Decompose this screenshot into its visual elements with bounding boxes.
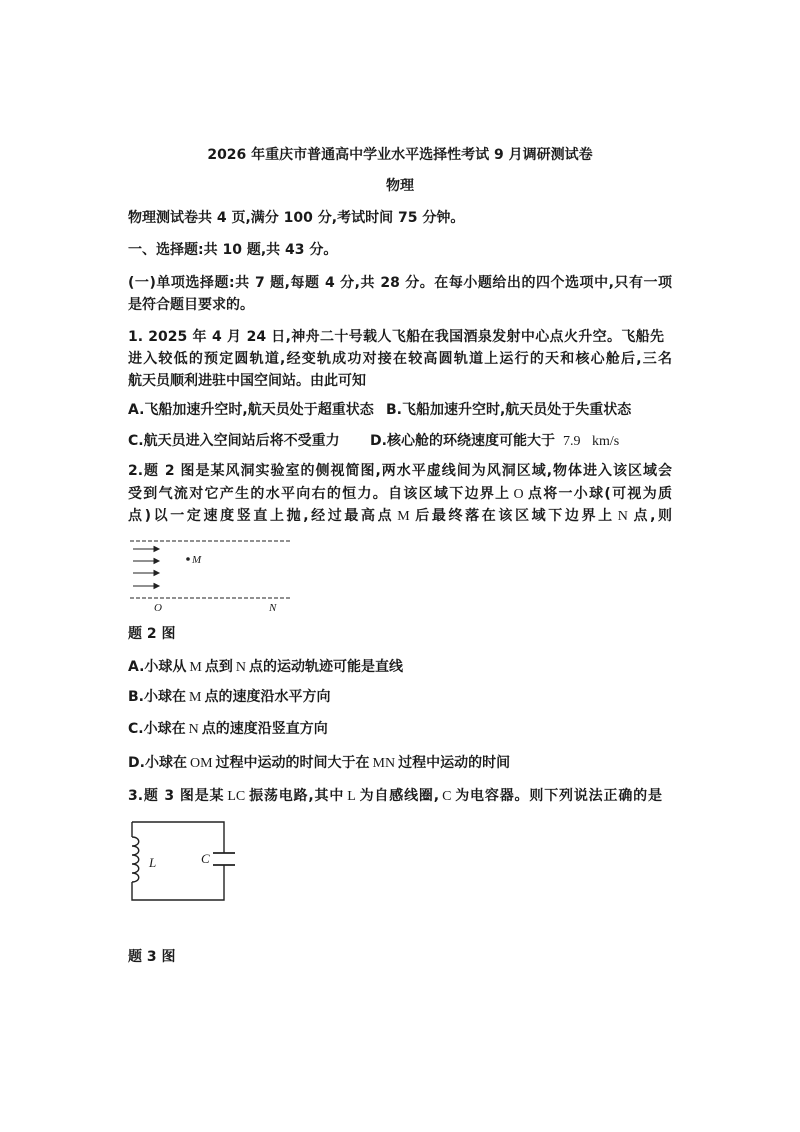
q2-option-d — [128, 753, 510, 774]
option-text: 点到 — [204, 659, 233, 675]
q1-option-a: A.飞船加速升空时,航天员处于超重状态 — [128, 402, 374, 418]
option-text: C.小球在 — [128, 721, 186, 737]
option-var: M — [189, 690, 202, 705]
option-text: 点的运动轨迹可能是直线 — [249, 659, 403, 675]
q3-figure-caption: 题 3 图 — [128, 949, 176, 965]
option-var: M — [189, 660, 202, 675]
option-text: 点的速度沿水平方向 — [204, 689, 331, 705]
q1-option-c: C.航天员进入空间站后将不受重力 — [128, 433, 340, 449]
q1-option-d-text: D.核心舱的环绕速度可能大于 — [370, 433, 555, 449]
circuit-wire-bottom — [132, 865, 224, 900]
q2-stem-text: 后最终落在该区域下边界上 — [412, 508, 615, 524]
option-text: 点的速度沿竖直方向 — [201, 721, 328, 737]
q3-var-c: C — [442, 789, 452, 804]
option-text: 过程中运动的时间 — [398, 755, 511, 771]
exam-title: 2026 年重庆市普通高中学业水平选择性考试 9 月调研测试卷 — [207, 147, 593, 163]
wind-arrows — [133, 547, 159, 589]
section-instructions-line-1: (一)单项选择题:共 7 题,每题 4 分,共 28 分。在每小题给出的四个选项中,只有一项 — [128, 275, 672, 291]
option-var: N — [188, 722, 199, 737]
q2-figure-caption: 题 2 图 — [128, 626, 176, 642]
q3-stem-text: 振荡电路,其中 — [248, 788, 345, 804]
option-text: D.小球在 — [128, 755, 187, 771]
q1-stem-line-2: 进入较低的预定圆轨道,经变轨成功对接在较高圆轨道上运行的天和核心舱后,三名 — [128, 351, 672, 367]
option-var: OM — [189, 756, 213, 771]
inductor-label: L — [149, 855, 157, 870]
circuit-wire-top — [132, 822, 224, 853]
q2-var-o: O — [513, 487, 524, 502]
q1-stem-line-3: 航天员顺利进驻中国空间站。由此可知 — [128, 373, 366, 389]
q3-stem-line-1 — [128, 786, 662, 807]
q2-option-c — [128, 719, 328, 740]
q3-var-l: L — [347, 789, 356, 804]
q2-option-a — [128, 657, 403, 678]
point-m-label: M — [192, 554, 202, 566]
q3-stem-text: 为电容器。则下列说法正确的是 — [454, 788, 662, 804]
q3-stem-text: 3.题 3 图是某 — [128, 788, 225, 804]
point-m-dot — [186, 557, 190, 561]
q1-option-d — [370, 431, 619, 452]
subject-title: 物理 — [386, 178, 414, 194]
option-text: B.小球在 — [128, 689, 186, 705]
q2-var-m: M — [397, 509, 410, 524]
q3-lc-circuit-diagram — [125, 815, 245, 910]
inductor-coil-icon — [132, 837, 139, 882]
option-text: A.小球从 — [128, 659, 187, 675]
q2-wind-tunnel-diagram — [120, 530, 300, 620]
q2-stem-text: 点将一小球(可视为质 — [526, 486, 672, 502]
point-o-label: O — [154, 602, 162, 614]
option-var: MN — [372, 756, 396, 771]
q3-stem-text: 为自感线圈, — [358, 788, 440, 804]
q3-var-lc: LC — [227, 789, 246, 804]
option-text: 过程中运动的时间大于在 — [215, 755, 370, 771]
q2-option-b — [128, 687, 330, 708]
q1-option-d-value: 7.9 km/s — [562, 434, 620, 449]
q2-var-n: N — [617, 509, 628, 524]
exam-info: 物理测试卷共 4 页,满分 100 分,考试时间 75 分钟。 — [128, 210, 465, 226]
q2-stem-text: 点,则 — [630, 508, 672, 524]
option-var: N — [235, 660, 246, 675]
section-instructions-line-2: 是符合题目要求的。 — [128, 297, 254, 313]
q2-stem-text: 受到气流对它产生的水平向右的恒力。自该区域下边界上 — [128, 486, 511, 502]
q2-stem-line-1: 2.题 2 图是某风洞实验室的侧视简图,两水平虚线间为风洞区域,物体进入该区域会 — [128, 463, 672, 479]
capacitor-label: C — [201, 851, 210, 866]
q2-stem-line-2 — [128, 484, 672, 505]
q1-option-b: B.飞船加速升空时,航天员处于失重状态 — [386, 402, 632, 418]
q1-stem-line-1: 1. 2025 年 4 月 24 日,神舟二十号载人飞船在我国酒泉发射中心点火升空。飞船先 — [128, 329, 664, 345]
q2-stem-line-3 — [128, 506, 672, 527]
q2-stem-text: 点)以一定速度竖直上抛,经过最高点 — [128, 508, 395, 524]
section-heading: 一、选择题:共 10 题,共 43 分。 — [128, 242, 338, 258]
point-n-label: N — [269, 602, 277, 614]
